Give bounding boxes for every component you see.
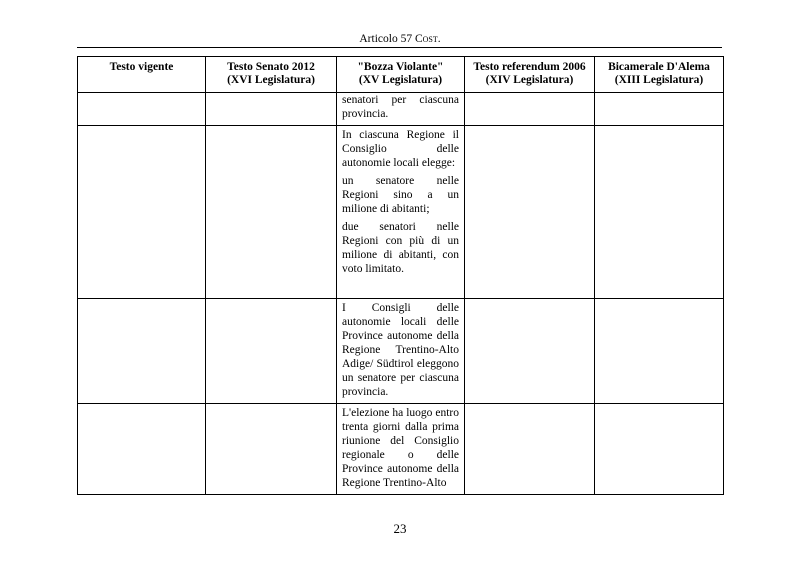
running-title-abbrev: Cost. — [414, 33, 441, 45]
table-row — [78, 93, 724, 126]
header-rule — [77, 47, 722, 48]
table-cell-empty — [595, 404, 724, 495]
table-cell-empty — [206, 126, 337, 299]
table-cell-empty — [595, 93, 724, 126]
column-header-bicamerale-dalema — [595, 57, 724, 93]
comparison-table — [77, 56, 724, 495]
column-header-line: Testo Senato 2012 — [227, 61, 315, 73]
cell-paragraph: L'elezione ha luogo entro trenta giorni dalla prima riunione del Consiglio regionale o delle Province autonome della Regione Trentino-Alto — [342, 407, 459, 489]
table-row — [78, 126, 724, 299]
column-header-line: Testo referendum 2006 — [473, 61, 586, 73]
table-cell-empty — [465, 404, 595, 495]
column-header-line: Testo vigente — [109, 61, 174, 73]
table-cell-violante — [337, 93, 465, 126]
column-header-testo-vigente — [78, 57, 206, 93]
cell-paragraph: un senatore nelle Regioni sino a un milione di abitanti; — [342, 175, 459, 215]
table-cell-empty — [78, 93, 206, 126]
column-header-line: Bicamerale D'Alema — [608, 61, 710, 73]
table-cell-empty — [206, 299, 337, 404]
column-header-line: "Bozza Violante" — [357, 61, 444, 73]
column-header-subline: (XV Legislatura) — [358, 74, 443, 86]
table-cell-violante — [337, 404, 465, 495]
table-cell-empty — [465, 126, 595, 299]
column-header-subline: (XVI Legislatura) — [227, 74, 315, 86]
column-header-bozza-violante — [337, 57, 465, 93]
table-cell-empty — [206, 93, 337, 126]
table-cell-empty — [78, 126, 206, 299]
column-header-subline: (XIII Legislatura) — [614, 74, 704, 86]
table-cell-empty — [78, 299, 206, 404]
table-cell-empty — [78, 404, 206, 495]
table-cell-violante — [337, 126, 465, 299]
table-cell-empty — [465, 299, 595, 404]
table-row — [78, 299, 724, 404]
table-header-row — [78, 57, 724, 93]
running-title: Articolo 57 — [359, 33, 413, 45]
cell-paragraph: I Consigli delle autonomie locali delle Province autonome della Regione Trentino-Alto Adige/ Südtirol eleggono un senatore per ciascuna provincia. — [342, 302, 459, 398]
table-cell-empty — [206, 404, 337, 495]
table-cell-violante — [337, 299, 465, 404]
table-row — [78, 404, 724, 495]
page-number: 23 — [393, 521, 407, 536]
table-cell-empty — [595, 126, 724, 299]
column-header-testo-senato-2012 — [206, 57, 337, 93]
cell-paragraph: In ciascuna Regione il Consiglio delle autonomie locali elegge: — [342, 129, 459, 169]
table-cell-empty — [595, 299, 724, 404]
cell-paragraph: senatori per ciascuna provincia. — [342, 94, 459, 120]
cell-paragraph: due senatori nelle Regioni con più di un milione di abitanti, con voto limitato. — [342, 221, 459, 275]
column-header-subline: (XIV Legislatura) — [485, 74, 574, 86]
running-header — [0, 33, 800, 45]
table-cell-empty — [465, 93, 595, 126]
column-header-testo-referendum-2006 — [465, 57, 595, 93]
